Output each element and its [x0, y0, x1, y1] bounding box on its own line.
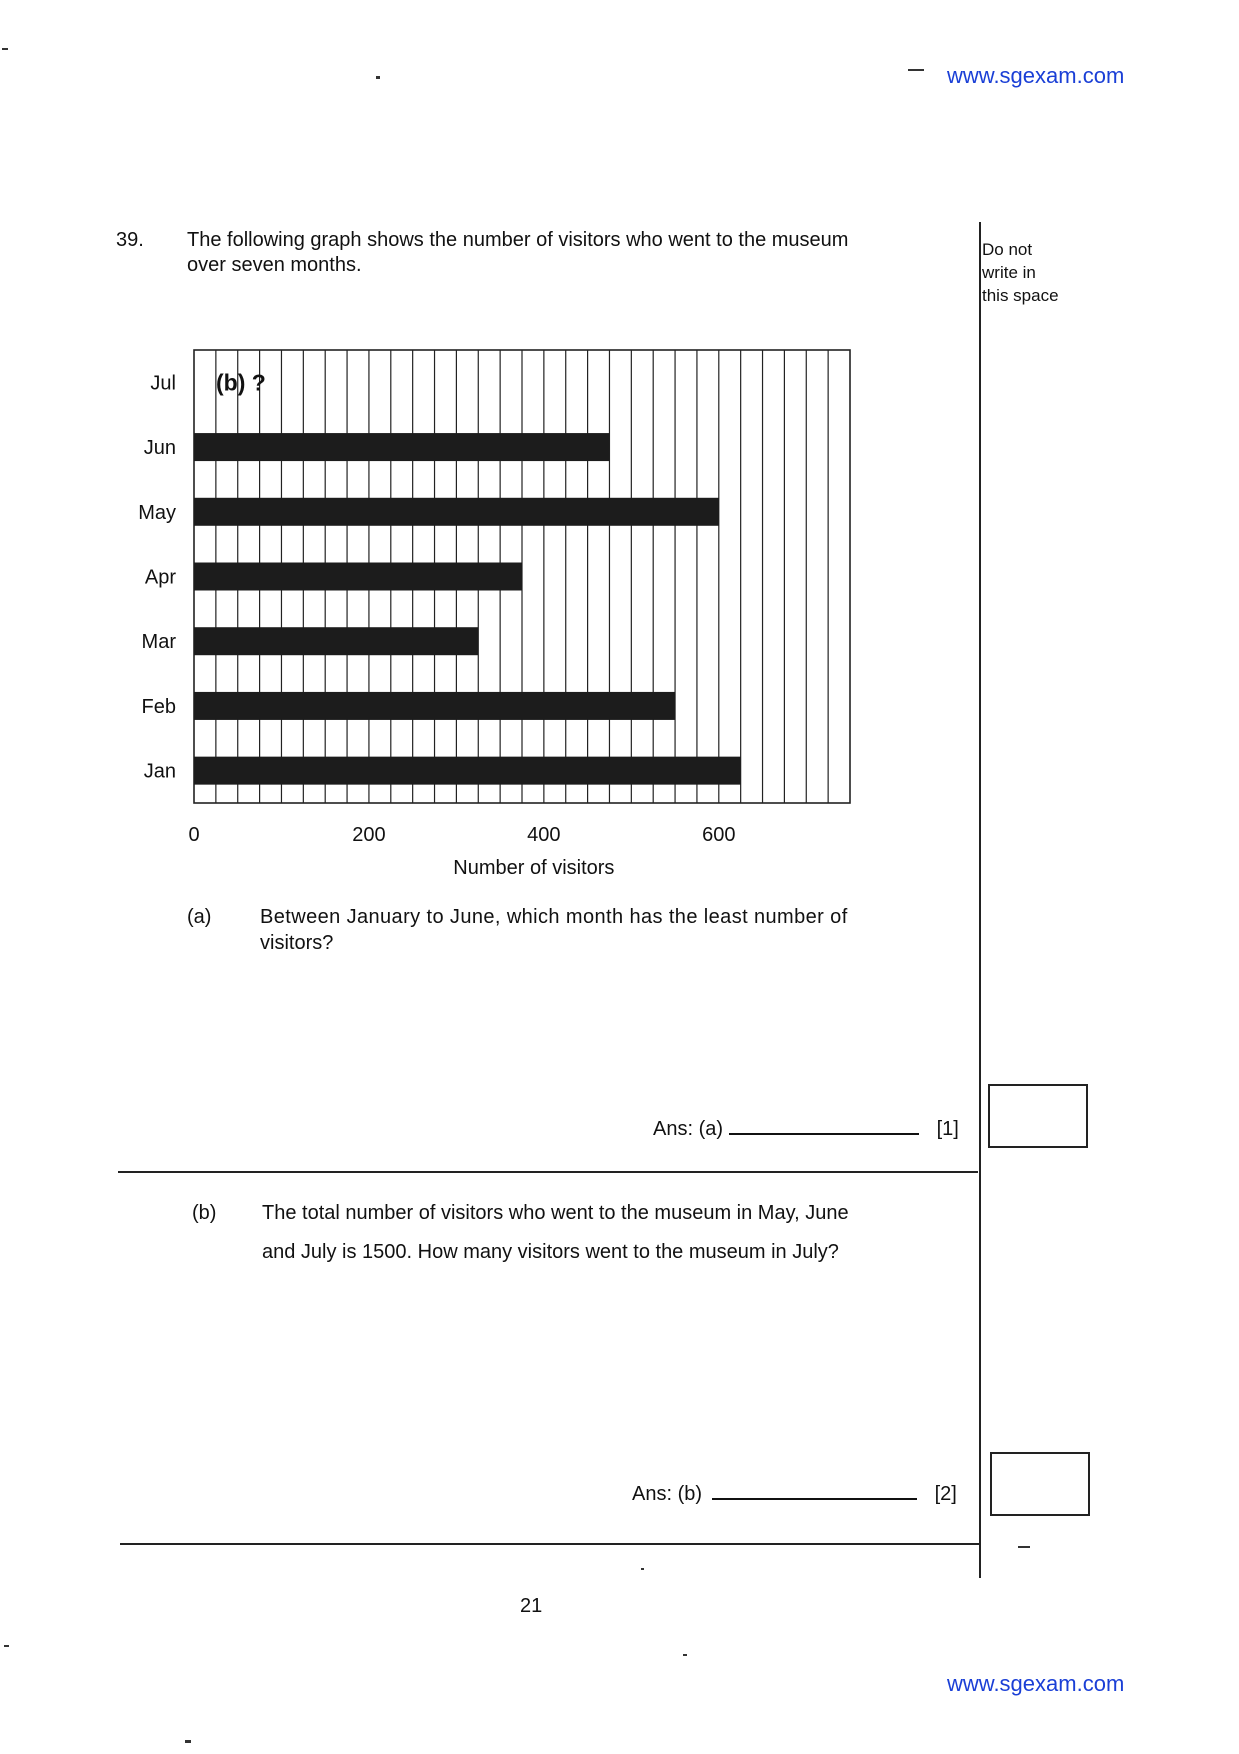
part-b-answer-row: [632, 1481, 957, 1507]
scan-speck: [908, 69, 924, 71]
y-tick-label: Jan: [143, 760, 176, 783]
bar: [194, 433, 609, 461]
bar: [194, 757, 741, 785]
part-a-ans-label: Ans: (a): [653, 1118, 724, 1140]
part-a-marks-box[interactable]: [988, 1084, 1088, 1148]
part-a-text-line2: visitors?: [260, 932, 334, 954]
part-a-marks: [1]: [936, 1118, 959, 1140]
part-b-divider: [120, 1543, 980, 1545]
footer-site-link[interactable]: www.sgexam.com: [947, 1671, 1125, 1696]
header-site-link[interactable]: www.sgexam.com: [947, 63, 1125, 88]
scan-speck: [683, 1654, 687, 1656]
scan-speck: [185, 1740, 191, 1743]
scan-speck: [2, 48, 8, 50]
part-a-label: (a): [187, 906, 212, 928]
x-tick-label: 400: [527, 824, 561, 846]
y-tick-label: Jul: [150, 372, 176, 395]
x-axis-title: Number of visitors: [453, 857, 615, 879]
margin-divider: [979, 222, 981, 1578]
visitors-bar-chart: [110, 340, 880, 880]
scan-speck: [4, 1645, 9, 1647]
part-b-text-line2: and July is 1500. How many visitors went to the museum in July?: [262, 1241, 839, 1263]
part-b-label: (b): [192, 1202, 217, 1224]
scan-speck: [376, 76, 380, 79]
part-b-answer-blank[interactable]: [712, 1498, 917, 1500]
scan-speck: [641, 1568, 644, 1570]
x-tick-label: 0: [188, 824, 200, 846]
missing-value-label: (b) ?: [216, 369, 266, 396]
scan-speck: [1018, 1546, 1030, 1548]
part-a-text-line1: Between January to June, which month has the least number of: [260, 906, 848, 928]
y-tick-label: Apr: [144, 566, 176, 589]
y-tick-label: Jun: [143, 437, 176, 460]
page-number: 21: [520, 1595, 543, 1617]
margin-note: [982, 238, 1059, 307]
margin-note-line2: write in: [982, 263, 1036, 282]
part-b-marks: [2]: [934, 1483, 957, 1505]
bar: [194, 498, 719, 526]
bar: [194, 627, 478, 655]
part-b-ans-label: Ans: (b): [632, 1483, 703, 1505]
part-a-answer-row: [653, 1116, 959, 1142]
y-tick-label: Mar: [141, 631, 176, 654]
part-a-answer-blank[interactable]: [729, 1133, 919, 1135]
part-b-text-line1: The total number of visitors who went to the museum in May, June: [262, 1202, 849, 1224]
margin-note-line3: this space: [982, 286, 1059, 305]
question-intro-line1: The following graph shows the number of visitors who went to the museum: [187, 229, 849, 251]
bar: [194, 692, 675, 720]
margin-note-line1: Do not: [982, 240, 1033, 259]
question-number: 39.: [116, 229, 144, 251]
x-tick-label: 600: [702, 824, 736, 846]
chart-x-labels: [188, 824, 735, 846]
y-tick-label: May: [138, 501, 176, 524]
part-a-divider: [118, 1171, 978, 1173]
y-tick-label: Feb: [141, 695, 176, 718]
question-intro-line2: over seven months.: [187, 254, 362, 276]
part-b-marks-box[interactable]: [990, 1452, 1090, 1516]
bar: [194, 563, 522, 591]
x-tick-label: 200: [352, 824, 386, 846]
chart-y-labels: [138, 372, 176, 782]
